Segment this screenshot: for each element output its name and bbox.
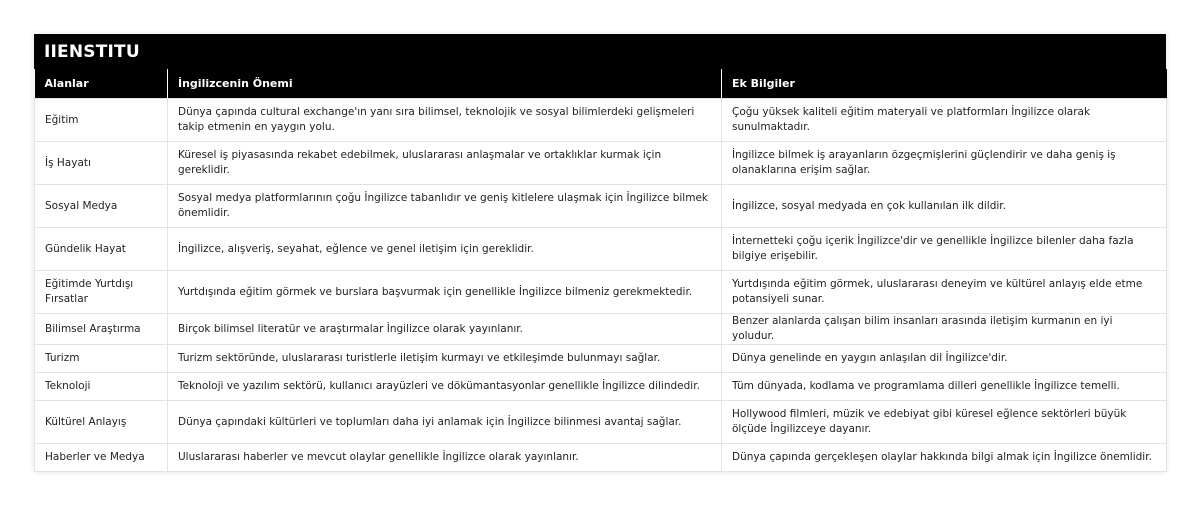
- area-cell: Teknoloji: [35, 373, 168, 401]
- info-cell: Dünya çapında gerçekleşen olaylar hakkında bilgi almak için İngilizce önemlidir.: [722, 444, 1167, 472]
- info-cell: İngilizce, sosyal medyada en çok kullanılan ilk dildir.: [722, 185, 1167, 228]
- table-row: [35, 444, 1167, 472]
- english-importance-table: [34, 69, 1167, 472]
- area-cell: Bilimsel Araştırma: [35, 314, 168, 345]
- importance-cell: İngilizce, alışveriş, seyahat, eğlence ve genel iletişim için gereklidir.: [168, 228, 722, 271]
- column-header-areas: Alanlar: [35, 69, 168, 99]
- table-row: [35, 314, 1167, 345]
- area-cell: Kültürel Anlayış: [35, 401, 168, 444]
- info-cell: İngilizce bilmek iş arayanların özgeçmişlerini güçlendirir ve daha geniş iş olanaklarına erişim sağlar.: [722, 142, 1167, 185]
- brand-name: IIENSTITU: [44, 41, 140, 62]
- info-cell: Yurtdışında eğitim görmek, uluslararası deneyim ve kültürel anlayış elde etme potansiyeli sunar.: [722, 271, 1167, 314]
- table-row: [35, 99, 1167, 142]
- table-body: [35, 99, 1167, 472]
- info-cell: Benzer alanlarda çalışan bilim insanları arasında iletişim kurmanın en iyi yoludur.: [722, 314, 1167, 345]
- table-card: [34, 34, 1166, 472]
- table-row: [35, 373, 1167, 401]
- brand-header: [34, 34, 1166, 69]
- area-cell: Eğitimde Yurtdışı Fırsatlar: [35, 271, 168, 314]
- importance-cell: Dünya çapında cultural exchange'ın yanı sıra bilimsel, teknolojik ve sosyal bilimlerdeki gelişmeleri takip etmenin en yaygın yolu.: [168, 99, 722, 142]
- header-row: [35, 69, 1167, 99]
- importance-cell: Uluslararası haberler ve mevcut olaylar genellikle İngilizce olarak yayınlanır.: [168, 444, 722, 472]
- area-cell: Eğitim: [35, 99, 168, 142]
- table-row: [35, 142, 1167, 185]
- importance-cell: Birçok bilimsel literatür ve araştırmalar İngilizce olarak yayınlanır.: [168, 314, 722, 345]
- column-header-extra-info: Ek Bilgiler: [722, 69, 1167, 99]
- importance-cell: Teknoloji ve yazılım sektörü, kullanıcı arayüzleri ve dökümantasyonlar genellikle İngilizce dilindedir.: [168, 373, 722, 401]
- table-row: [35, 271, 1167, 314]
- importance-cell: Turizm sektöründe, uluslararası turistlerle iletişim kurmayı ve etkileşimde bulunmayı sağlar.: [168, 345, 722, 373]
- info-cell: İnternetteki çoğu içerik İngilizce'dir ve genellikle İngilizce bilenler daha fazla bilgiye erişebilir.: [722, 228, 1167, 271]
- importance-cell: Dünya çapındaki kültürleri ve toplumları daha iyi anlamak için İngilizce bilinmesi avantaj sağlar.: [168, 401, 722, 444]
- column-header-importance: İngilizcenin Önemi: [168, 69, 722, 99]
- table-row: [35, 228, 1167, 271]
- info-cell: Dünya genelinde en yaygın anlaşılan dil İngilizce'dir.: [722, 345, 1167, 373]
- area-cell: Haberler ve Medya: [35, 444, 168, 472]
- area-cell: Gündelik Hayat: [35, 228, 168, 271]
- area-cell: İş Hayatı: [35, 142, 168, 185]
- importance-cell: Küresel iş piyasasında rekabet edebilmek, uluslararası anlaşmalar ve ortaklıklar kurmak için gereklidir.: [168, 142, 722, 185]
- info-cell: Çoğu yüksek kaliteli eğitim materyali ve platformları İngilizce olarak sunulmaktadır.: [722, 99, 1167, 142]
- table-header: [35, 69, 1167, 99]
- area-cell: Turizm: [35, 345, 168, 373]
- info-cell: Hollywood filmleri, müzik ve edebiyat gibi küresel eğlence sektörleri büyük ölçüde İngilizceye dayanır.: [722, 401, 1167, 444]
- area-cell: Sosyal Medya: [35, 185, 168, 228]
- table-row: [35, 345, 1167, 373]
- table-row: [35, 185, 1167, 228]
- info-cell: Tüm dünyada, kodlama ve programlama dilleri genellikle İngilizce temelli.: [722, 373, 1167, 401]
- table-row: [35, 401, 1167, 444]
- importance-cell: Sosyal medya platformlarının çoğu İngilizce tabanlıdır ve geniş kitlelere ulaşmak için İngilizce bilmek önemlidir.: [168, 185, 722, 228]
- importance-cell: Yurtdışında eğitim görmek ve burslara başvurmak için genellikle İngilizce bilmeniz gerekmektedir.: [168, 271, 722, 314]
